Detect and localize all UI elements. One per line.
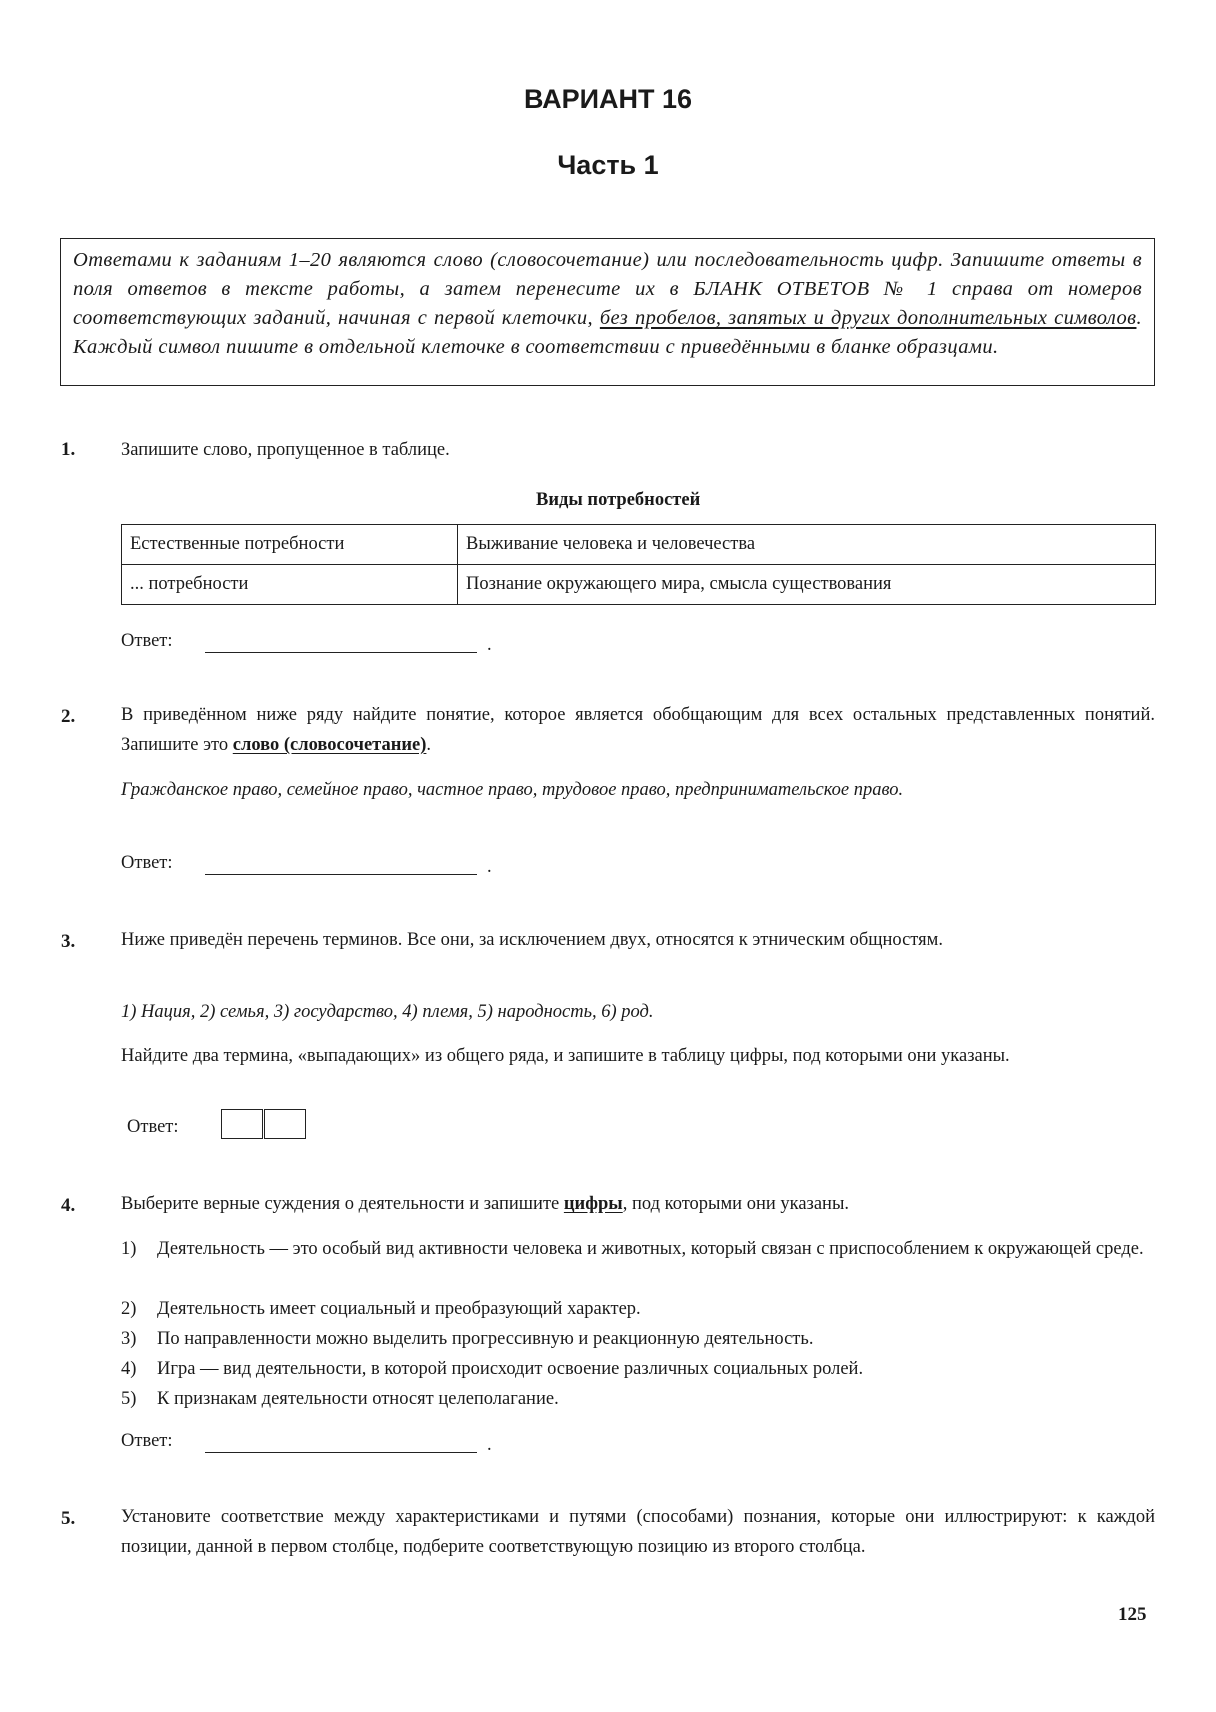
q3-task: Найдите два термина, «выпадающих» из общего ряда, и запишите в таблицу цифры, под которыми они указаны. [121, 1046, 1010, 1066]
option-number: 5) [121, 1389, 137, 1409]
q3-text: Ниже приведён перечень терминов. Все они, за исключением двух, относятся к этническим общностям. [121, 930, 943, 950]
q3-answer-cell-1[interactable] [221, 1109, 263, 1139]
option-number: 1) [121, 1239, 137, 1259]
q1-answer-label: Ответ: [121, 631, 173, 651]
q4-option-4 [121, 1354, 1155, 1384]
q4-text [121, 1189, 1155, 1219]
table-row [122, 565, 1156, 605]
q2-series: Гражданское право, семейное право, частное право, трудовое право, предпринимательское право. [121, 780, 904, 800]
table-row [122, 525, 1156, 565]
option-text: Деятельность имеет социальный и преобразующий характер. [157, 1299, 641, 1319]
option-text: По направленности можно выделить прогрессивную и реакционную деятельность. [157, 1329, 814, 1349]
option-number: 2) [121, 1299, 137, 1319]
q2-answer-dot: . [487, 857, 492, 877]
page-number: 125 [1118, 1604, 1147, 1625]
q5-text: Установите соответствие между характеристиками и путями (способами) познания, которые они иллюстрируют: к каждой позиции, данной в первом столбце, подберите соответствующую позицию из второго столбца. [121, 1507, 1155, 1557]
part-title: Часть 1 [557, 150, 659, 180]
variant-title: ВАРИАНТ 16 [523, 84, 693, 114]
q1-number: 1. [61, 439, 76, 460]
q2-number: 2. [61, 706, 76, 727]
q3-list: 1) Нация, 2) семья, 3) государство, 4) племя, 5) народность, 6) род. [121, 1002, 654, 1022]
q1-table [121, 524, 1156, 605]
q4-text-underlined: цифры [563, 1194, 623, 1214]
q4-option-3 [121, 1324, 1155, 1354]
q2-text [121, 700, 1155, 760]
q3-number: 3. [61, 931, 76, 952]
q5-number: 5. [61, 1508, 76, 1529]
table-cell: ... потребности [122, 565, 458, 605]
q4-text-main: Выберите верные суждения о деятельности и запишите [121, 1194, 564, 1214]
instructions-underlined: без пробелов, запятых и других дополнительных символов [599, 307, 1137, 329]
q4-option-5 [121, 1384, 1155, 1414]
option-text: Игра — вид деятельности, в которой происходит освоение различных социальных ролей. [157, 1359, 864, 1379]
q1-answer-field[interactable] [205, 652, 477, 653]
instructions-text: Ответами к заданиям 1–20 являются слово (словосочетание) или последовательность цифр. Запишите ответы в поля ответов в тексте работы, а затем перенесите их в БЛАНК ОТВЕТОВ № 1 справа от номеров соответствующих заданий, начиная с первой клеточки, [73, 249, 1142, 329]
q4-answer-label: Ответ: [121, 1431, 173, 1451]
q2-text-underlined: слово (словосочетание) [232, 735, 427, 755]
option-number: 4) [121, 1359, 137, 1379]
q2-answer-label: Ответ: [121, 853, 173, 873]
q3-answer-cell-2[interactable] [264, 1109, 306, 1139]
q4-answer-field[interactable] [205, 1452, 477, 1453]
q2-answer-field[interactable] [205, 874, 477, 875]
q4-option-1 [121, 1234, 1155, 1264]
q2-text-end: . [426, 735, 432, 755]
q2-text-main: В приведённом ниже ряду найдите понятие, которое является обобщающим для всех остальных представленных понятий. Запишите это [121, 705, 1155, 755]
q4-text-end: , под которыми они указаны. [622, 1194, 850, 1214]
instructions-text-end: . Каждый символ пишите в отдельной клеточке в соответствии с приведёнными в бланке образцами. [73, 307, 1142, 358]
table-cell: Познание окружающего мира, смысла существования [458, 565, 1156, 605]
option-text: Деятельность — это особый вид активности человека и животных, который связан с приспособлением к окружающей среде. [157, 1239, 1144, 1259]
q4-number: 4. [61, 1195, 76, 1216]
q1-table-caption: Виды потребностей [536, 490, 701, 510]
option-number: 3) [121, 1329, 137, 1349]
q1-text: Запишите слово, пропущенное в таблице. [121, 440, 450, 460]
instructions-box [60, 238, 1155, 386]
table-cell: Выживание человека и человечества [458, 525, 1156, 565]
q4-option-2 [121, 1294, 1155, 1324]
q1-answer-dot: . [487, 635, 492, 655]
table-cell: Естественные потребности [122, 525, 458, 565]
option-text: К признакам деятельности относят целеполагание. [157, 1389, 559, 1409]
q3-answer-label: Ответ: [127, 1117, 179, 1137]
q4-answer-dot: . [487, 1435, 492, 1455]
